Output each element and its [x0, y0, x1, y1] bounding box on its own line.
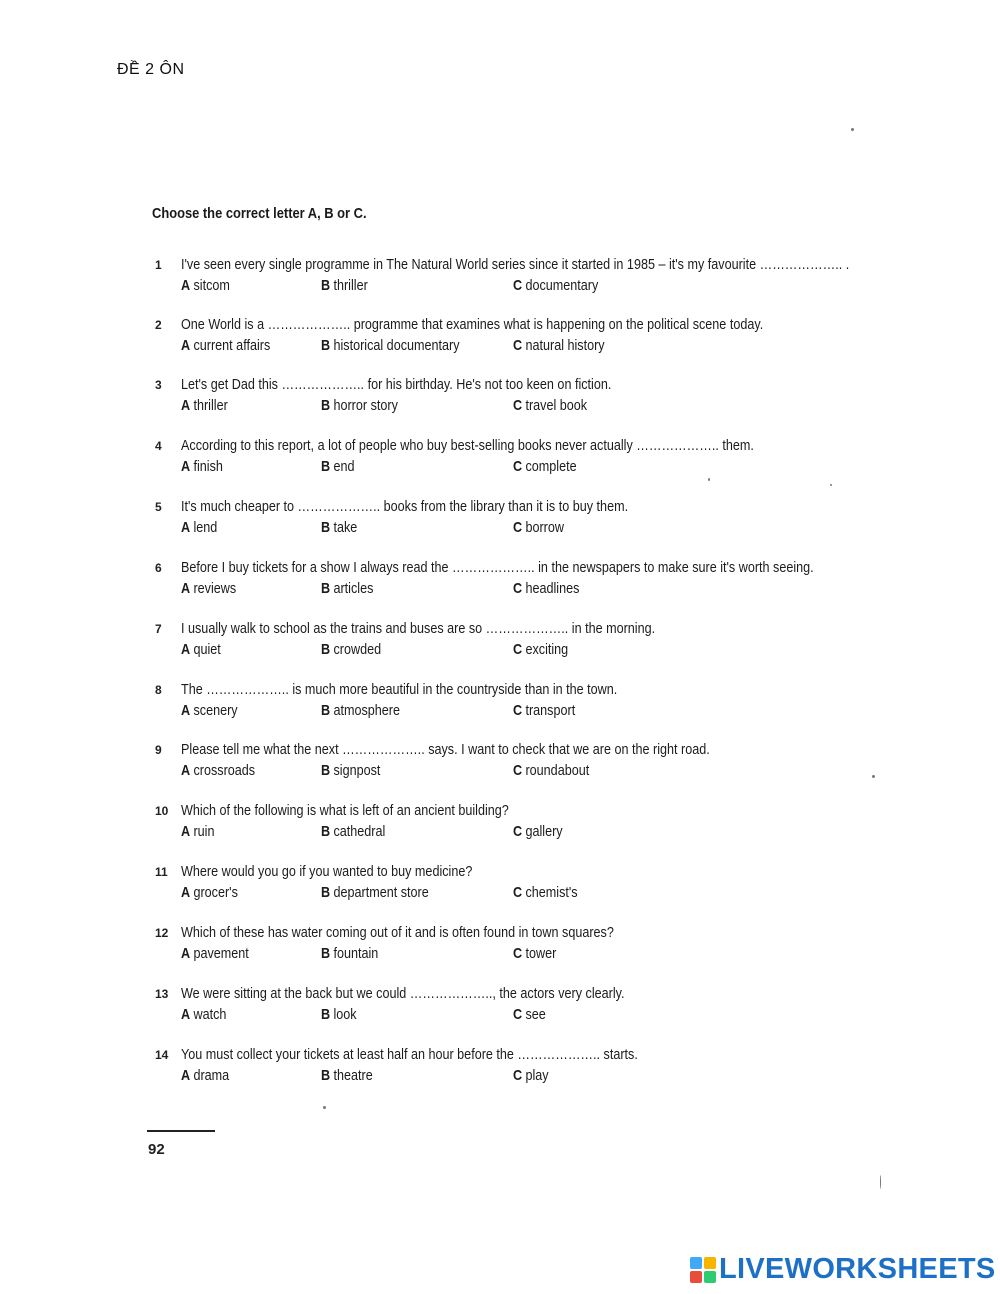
option-a[interactable] — [181, 762, 255, 779]
option-label: exciting — [525, 641, 569, 658]
question-text: We were sitting at the back but we could ……………….., the actors very clearly. — [181, 985, 625, 1002]
option-a[interactable] — [181, 458, 223, 475]
logo-square-yellow — [704, 1257, 716, 1269]
option-letter: C — [513, 277, 523, 294]
option-b[interactable] — [321, 277, 368, 294]
option-letter: C — [513, 397, 523, 414]
option-a[interactable] — [181, 277, 230, 294]
question-text: One World is a ……………….. programme that examines what is happening on the political scene today. — [181, 316, 764, 333]
option-label: documentary — [525, 277, 599, 294]
option-letter: C — [513, 702, 523, 719]
option-letter: C — [513, 580, 523, 597]
question-item — [155, 498, 875, 548]
scan-speck — [880, 1175, 881, 1189]
question-item — [155, 559, 875, 609]
option-c[interactable] — [513, 762, 589, 779]
page-rule — [147, 1130, 215, 1132]
option-label: atmosphere — [333, 702, 401, 719]
option-label: take — [333, 519, 358, 536]
option-letter: B — [321, 641, 331, 658]
question-number: 12 — [155, 926, 169, 940]
option-label: complete — [525, 458, 577, 475]
option-c[interactable] — [513, 397, 587, 414]
option-b[interactable] — [321, 397, 398, 414]
option-label: crossroads — [193, 762, 256, 779]
question-item — [155, 316, 875, 366]
question-number: 11 — [155, 865, 168, 879]
option-letter: C — [513, 519, 523, 536]
option-letter: B — [321, 580, 331, 597]
option-letter: A — [181, 580, 191, 597]
option-c[interactable] — [513, 337, 605, 354]
option-c[interactable] — [513, 277, 598, 294]
option-letter: A — [181, 397, 191, 414]
option-b[interactable] — [321, 762, 380, 779]
option-letter: A — [181, 458, 191, 475]
option-letter: B — [321, 397, 331, 414]
option-letter: A — [181, 519, 191, 536]
option-a[interactable] — [181, 823, 214, 840]
option-label: thriller — [193, 397, 228, 414]
scan-speck — [708, 478, 710, 481]
liveworksheets-logo-icon — [690, 1257, 716, 1283]
option-letter: B — [321, 1067, 331, 1084]
option-b[interactable] — [321, 641, 381, 658]
question-text: I've seen every single programme in The Natural World series since it started in 1985 – it's my favourite ……………….. . — [181, 256, 850, 273]
option-label: signpost — [333, 762, 381, 779]
option-c[interactable] — [513, 641, 568, 658]
option-c[interactable] — [513, 580, 579, 597]
option-letter: C — [513, 458, 523, 475]
question-number: 5 — [155, 500, 162, 514]
question-item — [155, 1046, 875, 1096]
option-label: grocer's — [193, 884, 238, 901]
option-a[interactable] — [181, 397, 228, 414]
option-label: roundabout — [525, 762, 590, 779]
question-number: 2 — [155, 318, 162, 332]
option-a[interactable] — [181, 580, 236, 597]
option-letter: A — [181, 945, 191, 962]
option-c[interactable] — [513, 458, 577, 475]
option-b[interactable] — [321, 945, 378, 962]
option-label: department store — [333, 884, 429, 901]
option-label: current affairs — [193, 337, 271, 354]
option-label: horror story — [333, 397, 398, 414]
option-c[interactable] — [513, 1067, 549, 1084]
option-a[interactable] — [181, 641, 221, 658]
question-item — [155, 985, 875, 1035]
question-item — [155, 681, 875, 731]
question-item — [155, 376, 875, 426]
scan-speck — [830, 484, 832, 486]
option-label: crowded — [333, 641, 382, 658]
option-label: drama — [193, 1067, 230, 1084]
logo-square-green — [704, 1271, 716, 1283]
option-label: natural history — [525, 337, 605, 354]
option-b[interactable] — [321, 580, 373, 597]
scan-speck — [323, 1106, 326, 1109]
question-number: 6 — [155, 561, 162, 575]
question-number: 14 — [155, 1048, 169, 1062]
option-label: headlines — [525, 580, 580, 597]
question-text: You must collect your tickets at least half an hour before the ……………….. starts. — [181, 1046, 638, 1063]
option-letter: B — [321, 762, 331, 779]
option-letter: A — [181, 1067, 191, 1084]
option-label: cathedral — [333, 823, 386, 840]
option-letter: B — [321, 1006, 331, 1023]
option-a[interactable] — [181, 519, 217, 536]
option-b[interactable] — [321, 337, 460, 354]
option-b[interactable] — [321, 458, 354, 475]
question-text: Which of these has water coming out of it and is often found in town squares? — [181, 924, 614, 941]
question-text: The ……………….. is much more beautiful in the countryside than in the town. — [181, 681, 618, 698]
question-text: It's much cheaper to ……………….. books from the library than it is to buy them. — [181, 498, 629, 515]
question-number: 7 — [155, 622, 162, 636]
instruction-heading: Choose the correct letter A, B or C. — [152, 205, 367, 222]
brand-name: LIVEWORKSHEETS — [719, 1253, 996, 1285]
question-number: 9 — [155, 743, 162, 757]
option-letter: C — [513, 641, 523, 658]
header-title: ĐỀ 2 ÔN — [117, 61, 185, 78]
question-item — [155, 437, 875, 487]
question-text: According to this report, a lot of people who buy best-selling books never actually ……………….. them. — [181, 437, 754, 454]
option-label: end — [333, 458, 355, 475]
question-text: Which of the following is what is left of an ancient building? — [181, 802, 509, 819]
question-item — [155, 256, 875, 306]
option-label: fountain — [333, 945, 379, 962]
option-b[interactable] — [321, 1006, 357, 1023]
option-label: pavement — [193, 945, 249, 962]
option-label: lend — [193, 519, 218, 536]
option-label: transport — [525, 702, 576, 719]
option-label: scenery — [193, 702, 238, 719]
question-item — [155, 620, 875, 670]
option-label: sitcom — [193, 277, 230, 294]
option-c[interactable] — [513, 945, 556, 962]
option-letter: A — [181, 641, 191, 658]
option-letter: A — [181, 762, 191, 779]
option-letter: A — [181, 823, 191, 840]
option-c[interactable] — [513, 823, 563, 840]
brand-logo[interactable] — [690, 1253, 996, 1286]
question-item — [155, 802, 875, 852]
page-number: 92 — [148, 1141, 165, 1158]
option-label: tower — [525, 945, 557, 962]
question-number: 13 — [155, 987, 169, 1001]
option-letter: B — [321, 823, 331, 840]
option-label: articles — [333, 580, 374, 597]
question-number: 10 — [155, 804, 169, 818]
question-number: 3 — [155, 378, 162, 392]
option-label: watch — [193, 1006, 227, 1023]
question-text: I usually walk to school as the trains and buses are so ……………….. in the morning. — [181, 620, 656, 637]
question-text: Please tell me what the next ……………….. says. I want to check that we are on the right road. — [181, 741, 710, 758]
option-b[interactable] — [321, 884, 429, 901]
option-letter: B — [321, 945, 331, 962]
option-label: look — [333, 1006, 357, 1023]
option-c[interactable] — [513, 1006, 546, 1023]
question-text: Let's get Dad this ……………….. for his birthday. He's not too keen on fiction. — [181, 376, 612, 393]
option-a[interactable] — [181, 884, 238, 901]
option-label: borrow — [525, 519, 564, 536]
option-letter: C — [513, 884, 523, 901]
option-a[interactable] — [181, 702, 238, 719]
option-letter: B — [321, 337, 331, 354]
option-letter: C — [513, 945, 523, 962]
option-letter: B — [321, 884, 331, 901]
question-text: Where would you go if you wanted to buy medicine? — [181, 863, 473, 880]
option-letter: C — [513, 762, 523, 779]
scan-speck — [872, 775, 875, 778]
option-letter: C — [513, 337, 523, 354]
option-label: theatre — [333, 1067, 373, 1084]
option-c[interactable] — [513, 702, 575, 719]
question-item — [155, 741, 875, 791]
option-letter: C — [513, 1006, 523, 1023]
option-letter: A — [181, 1006, 191, 1023]
option-b[interactable] — [321, 702, 400, 719]
option-label: travel book — [525, 397, 588, 414]
option-label: finish — [193, 458, 223, 475]
option-letter: A — [181, 884, 191, 901]
option-letter: A — [181, 277, 191, 294]
scan-speck — [851, 128, 854, 131]
question-number: 4 — [155, 439, 162, 453]
option-a[interactable] — [181, 945, 249, 962]
question-text: Before I buy tickets for a show I always read the ……………….. in the newspapers to make sure it's worth seeing. — [181, 559, 814, 576]
option-label: chemist's — [525, 884, 578, 901]
option-letter: A — [181, 337, 191, 354]
question-item — [155, 863, 875, 913]
option-c[interactable] — [513, 519, 564, 536]
option-label: thriller — [333, 277, 368, 294]
option-b[interactable] — [321, 823, 385, 840]
option-b[interactable] — [321, 1067, 373, 1084]
option-a[interactable] — [181, 1006, 226, 1023]
option-letter: C — [513, 823, 523, 840]
option-letter: C — [513, 1067, 523, 1084]
option-label: reviews — [193, 580, 237, 597]
option-label: gallery — [525, 823, 563, 840]
option-label: see — [525, 1006, 546, 1023]
option-letter: B — [321, 458, 331, 475]
option-letter: B — [321, 702, 331, 719]
option-letter: A — [181, 702, 191, 719]
option-label: historical documentary — [333, 337, 460, 354]
option-letter: B — [321, 519, 331, 536]
question-item — [155, 924, 875, 974]
logo-square-blue — [690, 1257, 702, 1269]
logo-square-red — [690, 1271, 702, 1283]
option-c[interactable] — [513, 884, 578, 901]
question-number: 1 — [155, 258, 162, 272]
option-label: quiet — [193, 641, 221, 658]
option-letter: B — [321, 277, 331, 294]
question-number: 8 — [155, 683, 162, 697]
option-label: play — [525, 1067, 549, 1084]
option-a[interactable] — [181, 1067, 229, 1084]
option-label: ruin — [193, 823, 215, 840]
option-b[interactable] — [321, 519, 357, 536]
option-a[interactable] — [181, 337, 270, 354]
